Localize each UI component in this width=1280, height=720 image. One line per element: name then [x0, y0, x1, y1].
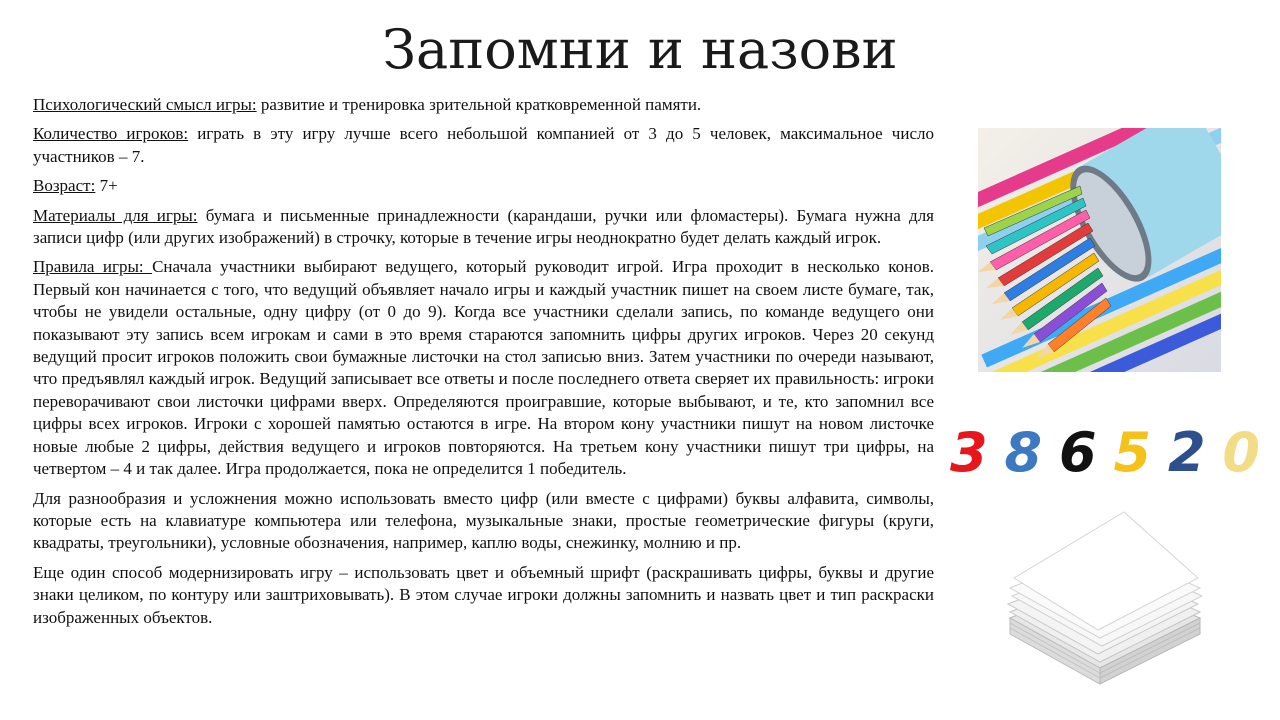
- digit-0: 0: [1222, 421, 1260, 484]
- paragraph-text: 7+: [95, 176, 118, 196]
- colored-pencils-image: [978, 128, 1221, 372]
- digit-6: 6: [1058, 421, 1097, 484]
- digit-2: 2: [1167, 421, 1206, 484]
- paragraph-label: Материалы для игры:: [33, 205, 198, 225]
- paragraph-players: [33, 123, 934, 168]
- digit-8: 8: [1004, 421, 1043, 484]
- paragraph-text: Еще один способ модернизировать игру – использовать цвет и объемный шрифт (раскрашивать цифры, буквы и другие знаки целиком, по контуру или заштриховывать). В этом случае игроки должны запомнить и назвать цвет и тип раскраски изображенных объектов.: [33, 562, 934, 627]
- paragraph-purpose: [33, 94, 934, 116]
- slide-body: [33, 94, 934, 636]
- slide-title: Запомни и назови: [382, 18, 898, 81]
- paragraph-text: Сначала участники выбирают ведущего, который руководит игрой. Игра проходит в несколько конов. Первый кон начинается с того, что ведущий объявляет начало игры и каждый участник пишет на своем листе бумаге, так, чтобы не увидели остальные, одну цифру (от 0 до 9). Когда все участники сделали запись, по команде ведущего они показывают эту запись всем игрокам и сами в это время стараются запомнить цифры других игроков. Через 20 секунд ведущий просит игроков положить свои бумажные листочки на стол записью вниз. Затем участники по очереди называют, что предъявлял каждый игрок. Ведущий записывает все ответы и после последнего ответа сверяет их правильность: игроки переворачивают свои листочки цифрами вверх. Определяются проигравшие, которые выбывают, и те, кто запомнил все цифры всех игроков. Игроки с хорошей памятью остаются в игре. На втором кону участники пишут на новом листочке новые любые 2 цифры, действия ведущего и игроков повторяются. На третьем кону участники пишут три цифры, на четвертом – 4 и так далее. Игра продолжается, пока не определится 1 победитель.: [33, 257, 934, 479]
- colored-digits-image: [950, 418, 1260, 488]
- paragraph-label: Правила игры:: [33, 257, 153, 277]
- paragraph-text: играть в эту игру лучше всего небольшой компанией от 3 до 5 человек, максимальное число участников – 7.: [33, 124, 934, 166]
- paragraph-variations: [33, 488, 934, 555]
- paragraph-text: Для разнообразия и усложнения можно использовать вместо цифр (или вместе с цифрами) буквы алфавита, символы, которые есть на клавиатуре компьютера или телефона, музыкальные знаки, простые геометрические фигуры (круги, квадраты, треугольники), условные обозначения, например, каплю воды, снежинку, молнию и пр.: [33, 488, 934, 553]
- digit-3: 3: [950, 421, 988, 484]
- paragraph-text: бумага и письменные принадлежности (карандаши, ручки или фломастеры). Бумага нужна для записи цифр (или других изображений) в строчку, которые в течение игры неоднократно будет делать каждый игрок.: [33, 205, 935, 248]
- paragraph-text: развитие и тренировка зрительной кратковременной памяти.: [256, 95, 702, 114]
- paragraph-label: Психологический смысл игры:: [33, 95, 257, 114]
- paragraph-label: Количество игроков:: [33, 124, 189, 144]
- paper-stack-icon: [1000, 508, 1208, 692]
- paragraph-label: Возраст:: [33, 176, 96, 196]
- paragraph-age: [33, 175, 934, 197]
- digit-5: 5: [1113, 421, 1152, 484]
- paragraph-materials: [33, 205, 934, 250]
- colored-pencils-icon: [978, 128, 1221, 372]
- paper-stack-image: [1000, 508, 1208, 692]
- paragraph-rules: [33, 256, 934, 480]
- paragraph-modernize: [33, 562, 934, 629]
